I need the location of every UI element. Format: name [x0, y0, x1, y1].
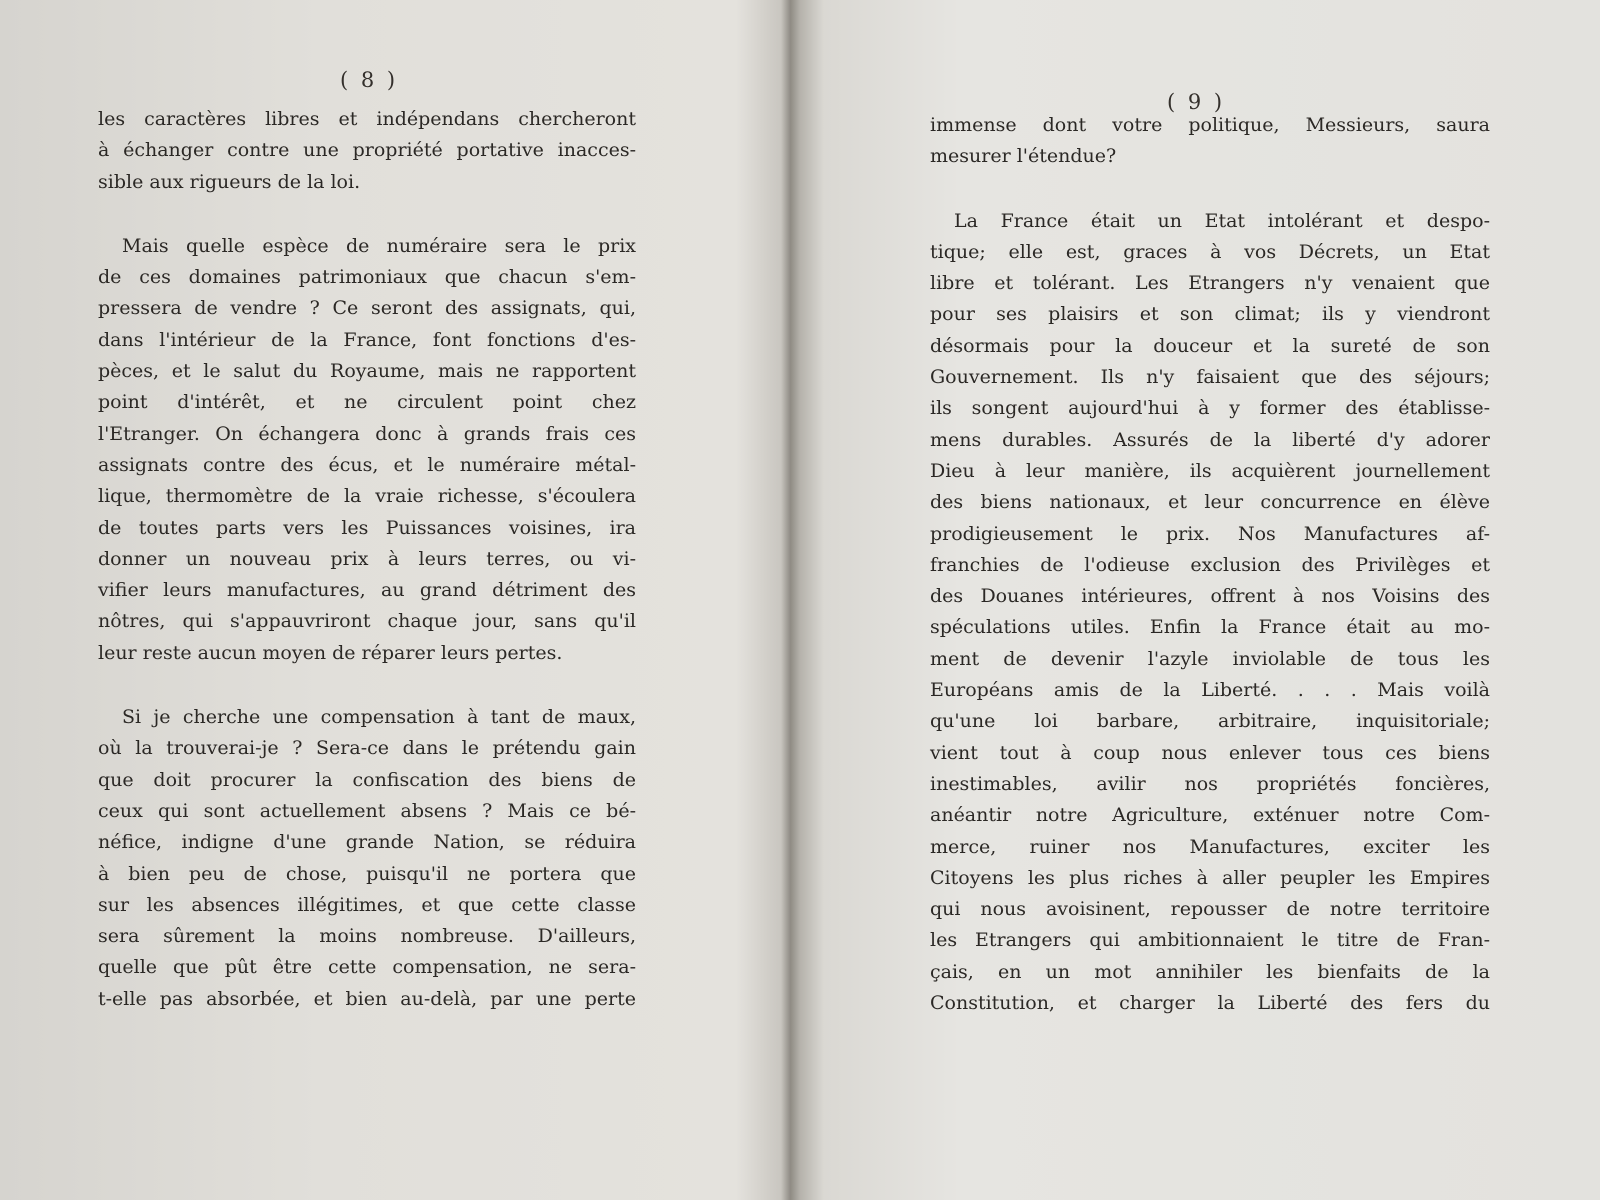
right-page — [800, 0, 1600, 1200]
page-text — [98, 104, 636, 1015]
text-line: leur reste aucun moyen de réparer leurs pertes. — [98, 641, 563, 664]
text-line: Gouvernement. Ils n'y faisaient que des séjours; — [930, 366, 1490, 389]
text-line: pèces, et le salut du Royaume, mais ne rapportent — [98, 360, 636, 383]
text-line: immense dont votre politique, Messieurs, saura — [930, 114, 1490, 136]
text-line: nôtres, qui s'appauvriront chaque jour, sans qu'il — [98, 610, 636, 633]
page-number: ( 8 ) — [340, 68, 399, 92]
text-line: spéculations utiles. Enfin la France était au mo- — [930, 616, 1490, 639]
text-line: des Douanes intérieures, offrent à nos Voisins des — [930, 585, 1490, 608]
text-line: à bien peu de chose, puisqu'il ne portera que — [98, 862, 636, 885]
text-line: libre et tolérant. Les Etrangers n'y venaient que — [930, 272, 1490, 295]
paragraph — [930, 206, 1490, 1020]
text-line: inestimables, avilir nos propriétés foncières, — [930, 772, 1490, 795]
text-line: ment de devenir l'azyle inviolable de tous les — [930, 647, 1490, 670]
text-line: qui nous avoisinent, repousser de notre territoire — [930, 898, 1490, 921]
text-line: çais, en un mot annihiler les bienfaits de la — [930, 960, 1490, 983]
paragraph — [930, 110, 1490, 173]
text-line: l'Etranger. On échangera donc à grands frais ces — [98, 422, 636, 445]
text-line: désormais pour la douceur et la sureté de son — [930, 334, 1490, 357]
text-line: franchies de l'odieuse exclusion des Privilèges et — [930, 553, 1490, 576]
text-line: les caractères libres et indépendans chercheront — [98, 108, 636, 130]
text-line: les Etrangers qui ambitionnaient le titre de Fran- — [930, 929, 1490, 952]
text-line: Constitution, et charger la Liberté des fers du — [930, 992, 1490, 1015]
text-line: qu'une loi barbare, arbitraire, inquisitoriale; — [930, 710, 1490, 733]
text-line: que doit procurer la confiscation des biens de — [98, 768, 636, 791]
text-line: Mais quelle espèce de numéraire sera le prix — [122, 234, 636, 257]
text-line: Dieu à leur manière, ils acquièrent journellement — [930, 459, 1490, 482]
text-line: t-elle pas absorbée, et bien au-delà, par une perte — [98, 987, 636, 1010]
text-line: point d'intérêt, et ne circulent point chez — [98, 391, 636, 414]
text-line: pour ses plaisirs et son climat; ils y viendront — [930, 303, 1490, 326]
text-line: ceux qui sont actuellement absens ? Mais ce bé- — [98, 799, 636, 822]
text-line: mens durables. Assurés de la liberté d'y adorer — [930, 428, 1490, 451]
text-line: pressera de vendre ? Ce seront des assignats, qui, — [98, 297, 636, 320]
text-line: Européans amis de la Liberté. . . . Mais voilà — [930, 679, 1490, 702]
text-line: de ces domaines patrimoniaux que chacun s'em- — [98, 266, 636, 289]
text-line: Citoyens les plus riches à aller peupler les Empires — [930, 866, 1490, 889]
text-line: quelle que pût être cette compensation, ne sera- — [98, 956, 636, 979]
text-line: La France était un Etat intolérant et despo- — [954, 209, 1490, 232]
text-line: où la trouverai-je ? Sera-ce dans le prétendu gain — [98, 737, 636, 760]
paragraph — [98, 702, 636, 1015]
text-line: assignats contre des écus, et le numéraire métal- — [98, 453, 636, 476]
text-line: sible aux rigueurs de la loi. — [98, 170, 361, 193]
left-page — [0, 0, 790, 1200]
text-line: de toutes parts vers les Puissances voisines, ira — [98, 516, 636, 539]
text-line: merce, ruiner nos Manufactures, exciter les — [930, 835, 1490, 858]
text-line: des biens nationaux, et leur concurrence en élève — [930, 491, 1490, 514]
text-line: vient tout à coup nous enlever tous ces biens — [930, 741, 1490, 764]
page-number: ( 9 ) — [1167, 90, 1226, 114]
text-line: sera sûrement la moins nombreuse. D'ailleurs, — [98, 925, 636, 948]
paragraph — [98, 104, 636, 198]
text-line: dans l'intérieur de la France, font fonctions d'es- — [98, 328, 636, 351]
text-line: Si je cherche une compensation à tant de maux, — [122, 706, 636, 729]
text-line: lique, thermomètre de la vraie richesse, s'écoulera — [98, 485, 636, 508]
text-line: mesurer l'étendue? — [930, 145, 1117, 168]
text-line: vifier leurs manufactures, au grand détriment des — [98, 579, 636, 602]
text-line: anéantir notre Agriculture, exténuer notre Com- — [930, 804, 1490, 827]
text-line: prodigieusement le prix. Nos Manufactures af- — [930, 522, 1490, 545]
text-line: tique; elle est, graces à vos Décrets, un Etat — [930, 240, 1490, 263]
text-line: sur les absences illégitimes, et que cette classe — [98, 893, 636, 916]
text-line: à échanger contre une propriété portative inacces- — [98, 139, 636, 162]
text-line: ils songent aujourd'hui à y former des établisse- — [930, 397, 1490, 420]
page-text — [930, 110, 1490, 1019]
paragraph — [98, 231, 636, 669]
text-line: néfice, indigne d'une grande Nation, se réduira — [98, 831, 636, 854]
text-line: donner un nouveau prix à leurs terres, ou vi- — [98, 547, 636, 570]
